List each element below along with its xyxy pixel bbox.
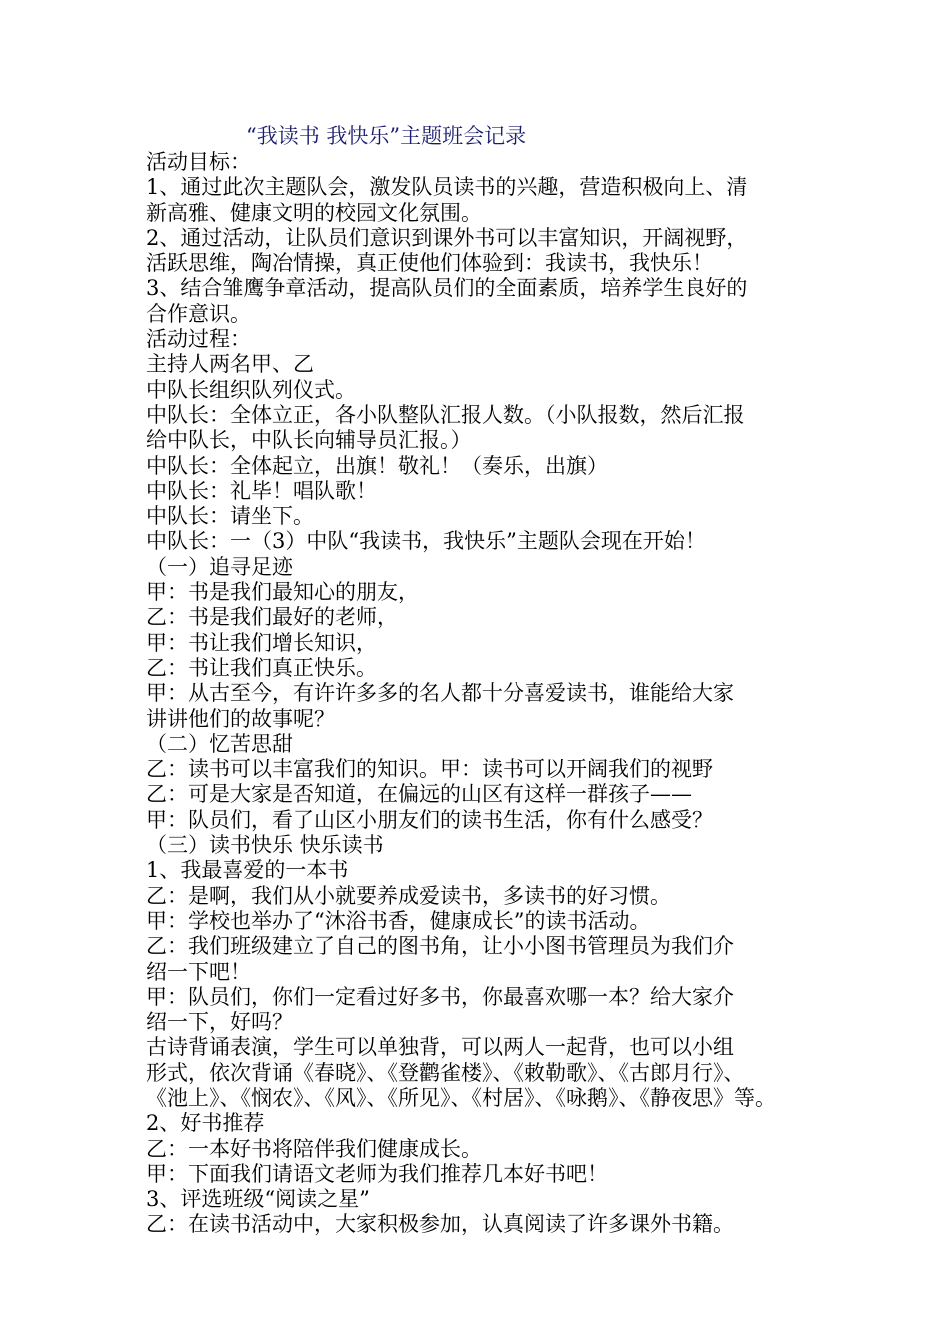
text-line: 古诗背诵表演，学生可以单独背，可以两人一起背，也可以小组 [146, 1035, 734, 1060]
text-line: 1、通过此次主题队会，激发队员读书的兴趣，营造积极向上、清 [146, 175, 748, 200]
text-line: （一）追寻足迹 [146, 554, 293, 579]
text-line: 甲：队员们，你们一定看过好多书，你最喜欢哪一本？给大家介 [146, 984, 734, 1009]
text-line: 乙：一本好书将陪伴我们健康成长。 [146, 1136, 482, 1161]
text-line: （三）读书快乐 快乐读书 [146, 833, 384, 858]
text-line: （二）忆苦思甜 [146, 731, 293, 756]
text-line: 甲：下面我们请语文老师为我们推荐几本好书吧！ [146, 1161, 608, 1186]
text-line: 绍一下，好吗？ [146, 1010, 293, 1035]
text-line: 1、我最喜爱的一本书 [146, 858, 349, 883]
text-line: 乙：书是我们最好的老师， [146, 605, 398, 630]
document-body [146, 150, 826, 1238]
text-line: 活动过程： [146, 327, 251, 352]
text-line: 3、结合雏鹰争章活动，提高队员们的全面素质，培养学生良好的 [146, 276, 748, 301]
text-line: 活动目标： [146, 150, 251, 174]
text-line: 甲：学校也举办了“沐浴书香，健康成长”的读书活动。 [146, 908, 651, 933]
text-line: 甲：队员们，看了山区小朋友们的读书生活，你有什么感受？ [146, 807, 713, 832]
text-line: 甲：从古至今，有许许多多的名人都十分喜爱读书，谁能给大家 [146, 681, 734, 706]
text-line: 新高雅、健康文明的校园文化氛围。 [146, 200, 482, 225]
text-line: 乙：是啊，我们从小就要养成爱读书，多读书的好习惯。 [146, 883, 671, 908]
text-line: 中队长：全体起立，出旗！敬礼！（奏乐，出旗） [146, 453, 608, 478]
text-line: 2、通过活动，让队员们意识到课外书可以丰富知识，开阔视野， [146, 225, 748, 250]
text-line: 讲讲他们的故事呢？ [146, 706, 335, 731]
text-line: 甲：书是我们最知心的朋友， [146, 580, 419, 605]
text-line: 乙：在读书活动中，大家积极参加，认真阅读了许多课外书籍。 [146, 1212, 734, 1237]
text-line: 形式，依次背诵《春晓》、《登鹳雀楼》、《敕勒歌》、《古郎月行》、 [146, 1060, 745, 1085]
text-line: 中队长：全体立正，各小队整队汇报人数。（小队报数，然后汇报 [146, 402, 745, 427]
document-title: “我读书 我快乐”主题班会记录 [246, 124, 527, 148]
text-line: 中队长：一（3）中队“我读书，我快乐”主题队会现在开始！ [146, 529, 706, 554]
text-line: 主持人两名甲、乙 [146, 352, 314, 377]
text-line: 乙：书让我们真正快乐。 [146, 655, 377, 680]
text-line: 活跃思维，陶冶情操，真正使他们体验到：我读书，我快乐！ [146, 251, 713, 276]
text-line: 2、好书推荐 [146, 1111, 265, 1136]
text-line: 给中队长，中队长向辅导员汇报。） [146, 428, 472, 453]
text-line: 中队长组织队列仪式。 [146, 377, 356, 402]
text-line: 乙：可是大家是否知道，在偏远的山区有这样一群孩子—— [146, 782, 692, 807]
text-line: 中队长：请坐下。 [146, 504, 314, 529]
text-line: 绍一下吧！ [146, 959, 251, 984]
text-line: 合作意识。 [146, 301, 251, 326]
text-line: 中队长：礼毕！唱队歌！ [146, 478, 377, 503]
text-line: 乙：读书可以丰富我们的知识。甲：读书可以开阔我们的视野 [146, 757, 713, 782]
text-line: 甲：书让我们增长知识， [146, 630, 377, 655]
text-line: 3、评选班级“阅读之星” [146, 1187, 370, 1212]
text-line: 乙：我们班级建立了自己的图书角，让小小图书管理员为我们介 [146, 934, 734, 959]
text-line: 《池上》、《悯农》、《风》、《所见》、《村居》、《咏鹅》、《静夜思》等。 [146, 1085, 776, 1110]
